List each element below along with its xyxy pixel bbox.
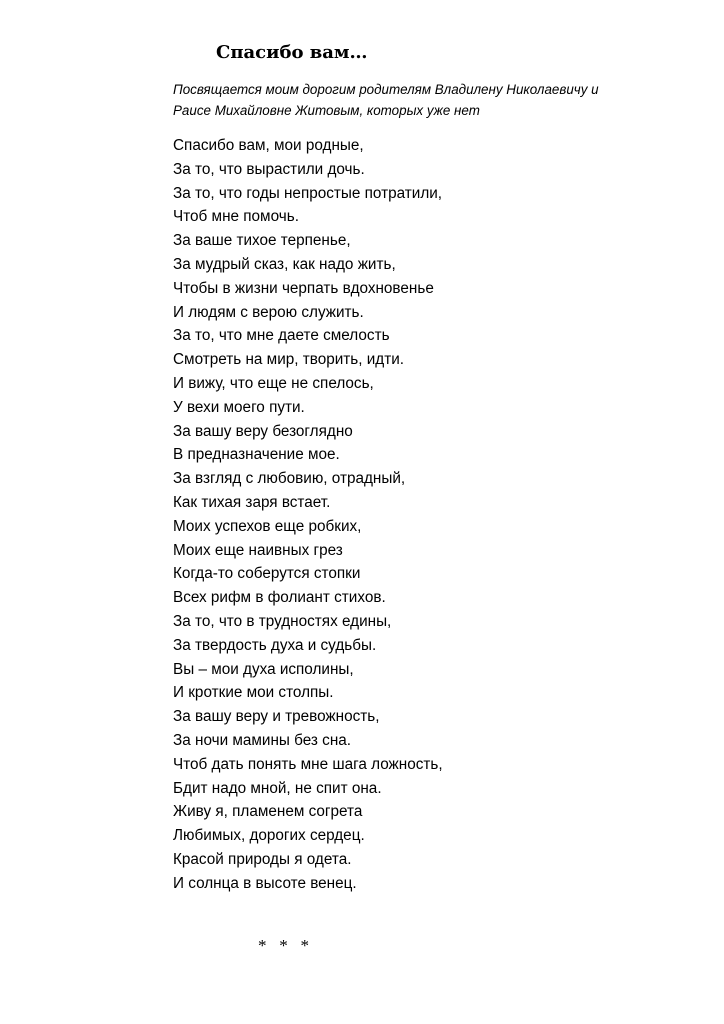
section-separator: * * * <box>258 936 309 955</box>
dedication-line: Посвящается моим дорогим родителям Владилену Николаевичу и <box>173 82 599 97</box>
poem-line: Смотреть на мир, творить, идти. <box>173 351 405 369</box>
poem-line: Бдит надо мной, не спит она. <box>173 779 382 797</box>
poem-line: Когда-то соберутся стопки <box>173 565 361 583</box>
poem-line: Моих успехов еще робких, <box>173 517 362 535</box>
poem-line: И кроткие мои столпы. <box>173 684 334 702</box>
poem-line: В предназначение мое. <box>173 446 340 464</box>
dedication-line: Раисе Михайловне Житовым, которых уже нет <box>173 103 480 118</box>
dedication <box>173 79 693 121</box>
poem-line: За то, что мне даете смелость <box>173 327 390 345</box>
poem-line: Чтоб мне помочь. <box>173 208 299 226</box>
poem-line: И людям с верою служить. <box>173 303 364 321</box>
poem-line: За то, что в трудностях едины, <box>173 612 392 630</box>
poem-line: Живу я, пламенем согрета <box>173 803 363 821</box>
poem-line: У вехи моего пути. <box>173 398 305 416</box>
poem-line: Чтобы в жизни черпать вдохновенье <box>173 279 434 297</box>
poem-title: Спасибо вам… <box>216 42 368 63</box>
poem-line: За вашу веру и тревожность, <box>173 708 380 726</box>
poem-line: За ваше тихое терпенье, <box>173 232 351 250</box>
poem-line: И вижу, что еще не спелось, <box>173 374 374 392</box>
poem-line: И солнца в высоте венец. <box>173 874 357 892</box>
poem-line: За ночи мамины без сна. <box>173 731 352 749</box>
poem-line: Любимых, дорогих сердец. <box>173 827 365 845</box>
poem-line: За взгляд с любовию, отрадный, <box>173 470 406 488</box>
poem-line: За твердость духа и судьбы. <box>173 636 377 654</box>
poem-line: Всех рифм в фолиант стихов. <box>173 589 386 607</box>
poem-line: За вашу веру безоглядно <box>173 422 353 440</box>
poem-line: Моих еще наивных грез <box>173 541 343 559</box>
poem-line: Чтоб дать понять мне шага ложность, <box>173 755 443 773</box>
poem-line: За то, что вырастили дочь. <box>173 160 365 178</box>
poem-line: Спасибо вам, мои родные, <box>173 137 364 154</box>
poem-line: Вы – мои духа исполины, <box>173 660 354 678</box>
poem-line: За мудрый сказ, как надо жить, <box>173 255 396 273</box>
poem-body <box>173 134 693 896</box>
poem-line: Как тихая заря встает. <box>173 493 331 511</box>
poem-line: За то, что годы непростые потратили, <box>173 184 443 202</box>
poem-line: Красой природы я одета. <box>173 850 352 868</box>
